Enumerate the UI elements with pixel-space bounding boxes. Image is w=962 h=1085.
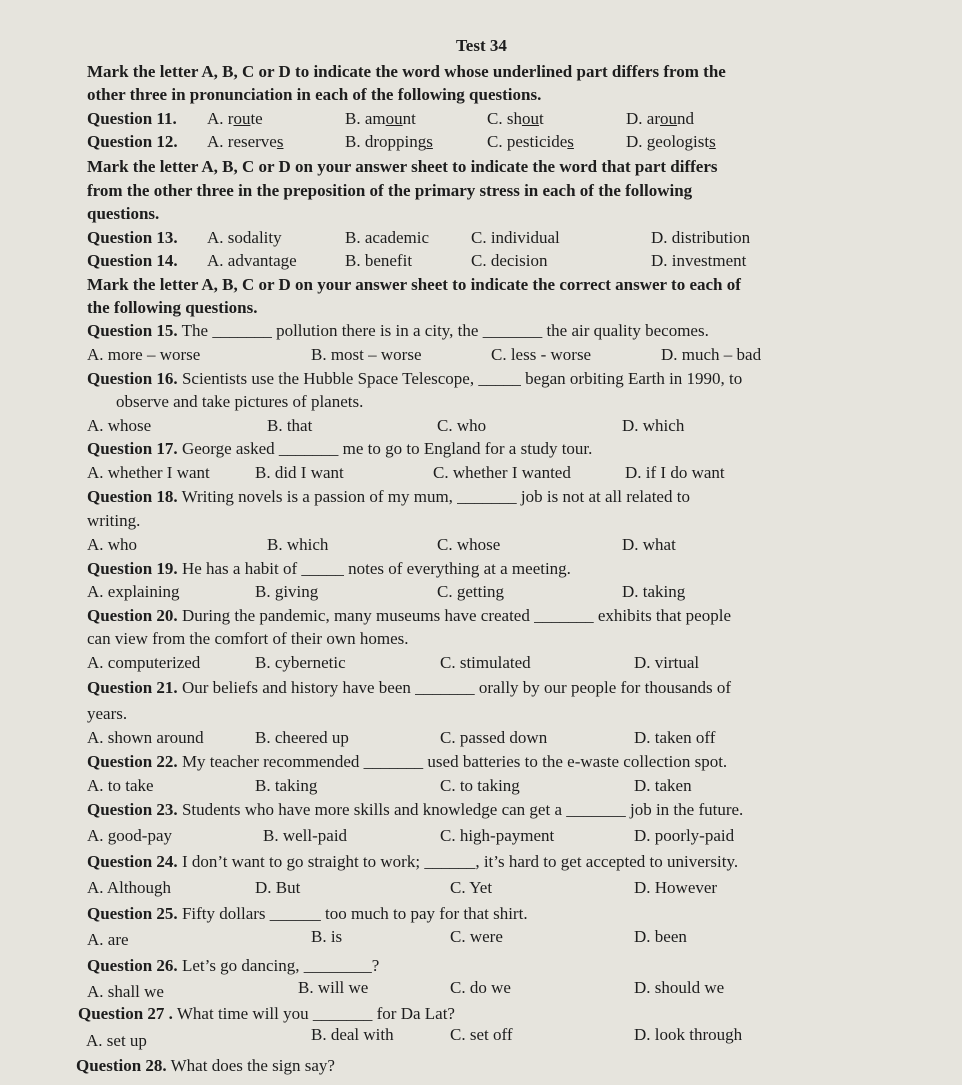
instruction-pronunciation-line2: other three in pronunciation in each of the following questions. — [87, 85, 542, 104]
question-stem: My teacher recommended _______ used batteries to the e-waste collection spot. — [181, 752, 728, 771]
q17-option-c: C. whether I wanted — [433, 463, 571, 482]
question-stem: During the pandemic, many museums have created _______ exhibits that people — [181, 606, 731, 625]
q16-option-c: C. who — [437, 416, 487, 435]
q19-option-a: A. explaining — [87, 582, 180, 601]
q23-option-a: A. good-pay — [87, 826, 172, 845]
q19-option-c: C. getting — [437, 582, 505, 601]
question-label: Question 27 . — [78, 1004, 173, 1023]
q27-option-d: D. look through — [634, 1025, 743, 1044]
q12-option-d: D. geologists — [626, 132, 716, 151]
q20-option-a: A. computerized — [87, 653, 201, 672]
q16-stem-continued: observe and take pictures of planets. — [116, 392, 364, 411]
question-label: Question 28. — [76, 1056, 167, 1075]
question-stem: Students who have more skills and knowledge can get a _______ job in the future. — [181, 800, 744, 819]
q22-option-b: B. taking — [255, 776, 318, 795]
question-stem: I don’t want to go straight to work; ______, it’s hard to get accepted to university. — [181, 852, 739, 871]
q20-option-d: D. virtual — [634, 653, 700, 672]
question-stem: Let’s go dancing, ________? — [181, 956, 380, 975]
q14-option-b: B. benefit — [345, 251, 413, 270]
q21-option-b: B. cheered up — [255, 728, 349, 747]
q26-option-c: C. do we — [450, 978, 511, 997]
q15-option-d: D. much – bad — [661, 345, 762, 364]
q25-option-c: C. were — [450, 927, 503, 946]
q25-option-d: D. been — [634, 927, 687, 946]
instruction-answer-line2: the following questions. — [87, 298, 258, 317]
q12-option-c: C. pesticides — [487, 132, 574, 151]
q18-option-c: C. whose — [437, 535, 501, 554]
instruction-answer-line1: Mark the letter A, B, C or D on your answer sheet to indicate the correct answer to each of — [87, 275, 741, 294]
q21-option-c: C. passed down — [440, 728, 548, 747]
q24-option-d: D. However — [634, 878, 718, 897]
q16-option-d: D. which — [622, 416, 685, 435]
q21-stem-continued: years. — [87, 704, 128, 723]
question-24 — [87, 851, 738, 873]
question-label: Question 11. — [87, 109, 177, 128]
question-18 — [87, 486, 690, 508]
question-26 — [87, 955, 379, 977]
q17-option-a: A. whether I want — [87, 463, 210, 482]
page-title: Test 34 — [456, 36, 507, 55]
question-label: Question 19. — [87, 559, 178, 578]
q18-option-d: D. what — [622, 535, 676, 554]
question-14-label: Question 14. — [87, 251, 178, 270]
q13-option-d: D. distribution — [651, 228, 751, 247]
q13-option-c: C. individual — [471, 228, 560, 247]
question-label: Question 21. — [87, 678, 178, 697]
q26-option-a: A. shall we — [87, 982, 164, 1001]
q22-option-a: A. to take — [87, 776, 154, 795]
question-stem: Fifty dollars ______ too much to pay for that shirt. — [181, 904, 528, 923]
q15-option-c: C. less - worse — [491, 345, 592, 364]
q23-option-c: C. high-payment — [440, 826, 555, 845]
question-label: Question 12. — [87, 132, 178, 151]
question-label: Question 25. — [87, 904, 178, 923]
question-25 — [87, 903, 528, 925]
q16-option-a: A. whose — [87, 416, 152, 435]
instruction-stress-line3: questions. — [87, 204, 160, 223]
question-stem: Scientists use the Hubble Space Telescope, _____ began orbiting Earth in 1990, to — [181, 369, 743, 388]
q12-option-a: A. reserves — [207, 132, 284, 151]
question-label: Question 22. — [87, 752, 178, 771]
q21-option-d: D. taken off — [634, 728, 716, 747]
q20-stem-continued: can view from the comfort of their own homes. — [87, 629, 409, 648]
question-16 — [87, 368, 742, 390]
q23-option-b: B. well-paid — [263, 826, 348, 845]
q22-option-d: D. taken — [634, 776, 692, 795]
q19-option-b: B. giving — [255, 582, 319, 601]
question-21 — [87, 677, 731, 699]
q26-option-d: D. should we — [634, 978, 725, 997]
q27-option-b: B. deal with — [311, 1025, 394, 1044]
q24-option-b: D. But — [255, 878, 301, 897]
q19-option-d: D. taking — [622, 582, 686, 601]
question-label: Question 26. — [87, 956, 178, 975]
question-15 — [87, 320, 709, 342]
q12-option-b: B. droppings — [345, 132, 433, 151]
question-stem: The _______ pollution there is in a city, the _______ the air quality becomes. — [181, 321, 709, 340]
question-22 — [87, 751, 727, 773]
q18-option-a: A. who — [87, 535, 138, 554]
instruction-stress-line1: Mark the letter A, B, C or D on your answer sheet to indicate the word that part differs — [87, 157, 718, 176]
q18-stem-continued: writing. — [87, 511, 141, 530]
q17-option-d: D. if I do want — [625, 463, 725, 482]
q25-option-a: A. are — [87, 930, 129, 949]
q18-option-b: B. which — [267, 535, 329, 554]
q26-option-b: B. will we — [298, 978, 369, 997]
question-28 — [76, 1055, 335, 1077]
q24-option-c: C. Yet — [450, 878, 493, 897]
q17-option-b: B. did I want — [255, 463, 344, 482]
q14-option-d: D. investment — [651, 251, 747, 270]
instruction-pronunciation-line1: Mark the letter A, B, C or D to indicate the word whose underlined part differs from the — [87, 62, 726, 81]
instruction-stress-line2: from the other three in the preposition of the primary stress in each of the following — [87, 181, 693, 200]
question-label: Question 20. — [87, 606, 178, 625]
question-label: Question 18. — [87, 487, 178, 506]
q27-option-a: A. set up — [86, 1031, 147, 1050]
question-label: Question 17. — [87, 439, 178, 458]
question-23 — [87, 799, 743, 821]
question-stem: He has a habit of _____ notes of everything at a meeting. — [181, 559, 571, 578]
question-stem: What does the sign say? — [170, 1056, 335, 1075]
q25-option-b: B. is — [311, 927, 343, 946]
q22-option-c: C. to taking — [440, 776, 520, 795]
question-19 — [87, 558, 571, 580]
question-label: Question 15. — [87, 321, 178, 340]
question-11 — [87, 108, 177, 130]
q23-option-d: D. poorly-paid — [634, 826, 735, 845]
q11-option-b: B. amount — [345, 109, 416, 128]
question-stem: What time will you _______ for Da Lat? — [176, 1004, 455, 1023]
q14-option-a: A. advantage — [207, 251, 297, 270]
question-label: Question 16. — [87, 369, 178, 388]
question-label: Question 24. — [87, 852, 178, 871]
q20-option-b: B. cybernetic — [255, 653, 346, 672]
question-stem: Our beliefs and history have been _______ orally by our people for thousands of — [181, 678, 732, 697]
question-13-label: Question 13. — [87, 228, 178, 247]
question-27 — [78, 1003, 455, 1025]
q15-option-b: B. most – worse — [311, 345, 422, 364]
q15-option-a: A. more – worse — [87, 345, 201, 364]
q14-option-c: C. decision — [471, 251, 548, 270]
question-stem: Writing novels is a passion of my mum, _______ job is not at all related to — [181, 487, 690, 506]
q13-option-b: B. academic — [345, 228, 430, 247]
question-20 — [87, 605, 731, 627]
question-label: Question 23. — [87, 800, 178, 819]
q11-option-c: C. shout — [487, 109, 544, 128]
q16-option-b: B. that — [267, 416, 313, 435]
q27-option-c: C. set off — [450, 1025, 513, 1044]
question-stem: George asked _______ me to go to England for a study tour. — [181, 439, 593, 458]
q13-option-a: A. sodality — [207, 228, 282, 247]
question-17 — [87, 438, 592, 460]
q24-option-a: A. Although — [87, 878, 172, 897]
q11-option-a: A. route — [207, 109, 263, 128]
question-12 — [87, 131, 178, 153]
q20-option-c: C. stimulated — [440, 653, 531, 672]
q21-option-a: A. shown around — [87, 728, 204, 747]
q11-option-d: D. around — [626, 109, 694, 128]
